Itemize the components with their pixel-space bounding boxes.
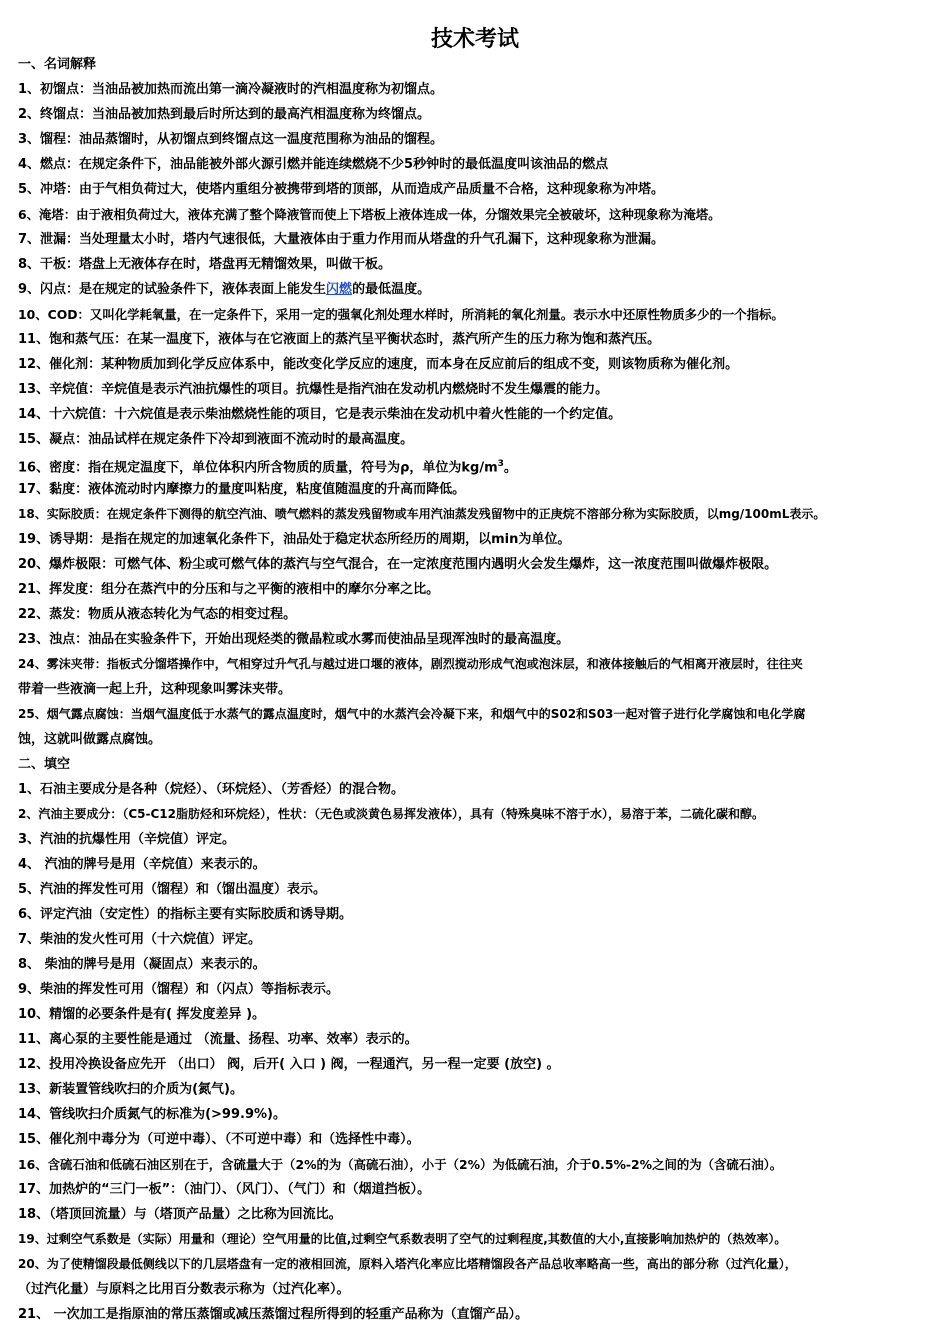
fill-line: 11、离心泵的主要性能是通过 （流量、扬程、功率、效率）表示的。	[18, 1032, 418, 1047]
term-line: 18、实际胶质：在规定条件下测得的航空汽油、喷气燃料的蒸发残留物或车用汽油蒸发残留物中的正庚烷不溶部分称为实际胶质，以mg/100mL表示。	[18, 507, 826, 521]
fill-line: 9、柴油的挥发性可用（馏程）和（闪点）等指标表示。	[18, 982, 340, 997]
term-line: 17、黏度：液体流动时内摩擦力的量度叫粘度，粘度值随温度的升高而降低。	[18, 482, 466, 497]
fill-line: 16、含硫石油和低硫石油区别在于，含硫量大于（2%的为（高硫石油），小于（2%）为低硫石油，介于0.5%-2%之间的为（含硫石油）。	[18, 1157, 783, 1172]
fill-line: 3、汽油的抗爆性用（辛烷值）评定。	[18, 832, 236, 847]
term-line: 21、挥发度：组分在蒸汽中的分压和与之平衡的液相中的摩尔分率之比。	[18, 582, 440, 597]
term-line: 13、辛烷值：辛烷值是表示汽油抗爆性的项目。抗爆性是指汽油在发动机内燃烧时不发生爆震的能力。	[18, 382, 609, 397]
term-line: 带着一些液滴一起上升，这种现象叫雾沫夹带。	[18, 682, 292, 697]
term-line: 4、燃点：在规定条件下，油品能被外部火源引燃并能连续燃烧不少5秒钟时的最低温度叫该油品的燃点	[18, 157, 609, 172]
term-line: 1、初馏点：当油品被加热而流出第一滴冷凝液时的汽相温度称为初馏点。	[18, 82, 444, 97]
section-heading-terms: 一、名词解释	[18, 57, 97, 72]
term-line: 25、烟气露点腐蚀：当烟气温度低于水蒸气的露点温度时，烟气中的水蒸汽会冷凝下来，和烟气中的S02和S03一起对管子进行化学腐蚀和电化学腐	[18, 707, 806, 721]
fill-line: 1、石油主要成分是各种（烷烃）、（环烷烃）、（芳香烃）的混合物。	[18, 782, 405, 797]
term-text-tail: 的最低温度。	[352, 282, 431, 297]
fill-line: 13、新装置管线吹扫的介质为(氮气)。	[18, 1082, 243, 1097]
term-text-tail: 。	[503, 460, 517, 476]
superscript: 3	[497, 459, 504, 469]
term-line: 15、凝点：油品试样在规定条件下冷却到液面不流动时的最高温度。	[18, 432, 414, 447]
fill-line: 12、投用冷换设备应先开 （出口） 阀，后开( 入口 ) 阀，一程通汽，另一程一定要 (放空) 。	[18, 1057, 560, 1072]
term-line: 8、干板：塔盘上无液体存在时，塔盘再无精馏效果，叫做干板。	[18, 257, 392, 272]
term-line-flash-point	[18, 277, 934, 302]
term-line: 24、雾沫夹带：指板式分馏塔操作中，气相穿过升气孔与越过进口堰的液体，剧烈搅动形成气泡或泡沫层，和液体接触后的气相离开液层时，往往夹	[18, 657, 803, 671]
fill-line: 18、（塔顶回流量）与（塔顶产品量）之比称为回流比。	[18, 1207, 342, 1222]
term-text: 9、闪点：是在规定的试验条件下，液体表面上能发生	[18, 282, 327, 297]
fill-line: 10、精馏的必要条件是有( 挥发度差异 )。	[18, 1007, 266, 1022]
term-line: 10、COD：又叫化学耗氧量，在一定条件下，采用一定的强氧化剂处理水样时，所消耗的氧化剂量。表示水中还原性物质多少的一个指标。	[18, 307, 784, 322]
fill-line: 21、 一次加工是指原油的常压蒸馏或减压蒸馏过程所得到的轻重产品称为（直馏产品）。	[18, 1307, 529, 1322]
term-line: 7、泄漏：当处理量太小时，塔内气速很低，大量液体由于重力作用而从塔盘的升气孔漏下，这种现象称为泄漏。	[18, 232, 665, 247]
fill-line: 4、 汽油的牌号是用（辛烷值）来表示的。	[18, 857, 266, 872]
fill-line: 7、柴油的发火性可用（十六烷值）评定。	[18, 932, 262, 947]
term-line: 12、催化剂：某种物质加到化学反应体系中，能改变化学反应的速度，而本身在反应前后的组成不变，则该物质称为催化剂。	[18, 357, 739, 372]
term-line: 22、蒸发：物质从液态转化为气态的相变过程。	[18, 607, 297, 622]
term-line: 5、冲塔：由于气相负荷过大，使塔内重组分被携带到塔的顶部，从而造成产品质量不合格，这种现象称为冲塔。	[18, 182, 665, 197]
fill-line: 6、评定汽油（安定性）的指标主要有实际胶质和诱导期。	[18, 907, 353, 922]
term-line: 11、饱和蒸气压：在某一温度下，液体与在它液面上的蒸汽呈平衡状态时，蒸汽所产生的压力称为饱和蒸汽压。	[18, 332, 661, 347]
fill-line: 15、催化剂中毒分为（可逆中毒）、（不可逆中毒）和（选择性中毒）。	[18, 1132, 420, 1147]
fill-line: 5、汽油的挥发性可用（馏程）和（馏出温度）表示。	[18, 882, 327, 897]
term-text: 16、密度：指在规定温度下，单位体积内所含物质的质量，符号为ρ，单位为kg/m	[18, 460, 498, 476]
fill-line: 8、 柴油的牌号是用（凝固点）来表示的。	[18, 957, 266, 972]
term-line: 3、馏程：油品蒸馏时，从初馏点到终馏点这一温度范围称为油品的馏程。	[18, 132, 444, 147]
term-line: 23、浊点：油品在实验条件下，开始出现烃类的微晶粒或水雾而使油品呈现浑浊时的最高温度。	[18, 632, 570, 647]
term-line: 蚀，这就叫做露点腐蚀。	[18, 732, 162, 747]
term-line: 20、爆炸极限：可燃气体、粉尘或可燃气体的蒸汽与空气混合，在一定浓度范围内遇明火会发生爆炸，这一浓度范围叫做爆炸极限。	[18, 557, 778, 572]
term-line-density	[18, 452, 934, 477]
page-title: 技术考试	[430, 27, 519, 52]
fill-line: 19、过剩空气系数是（实际）用量和（理论）空气用量的比值,过剩空气系数表明了空气的过剩程度,其数值的大小,直接影响加热炉的（热效率）。	[18, 1232, 787, 1246]
flash-link[interactable]: 闪燃	[326, 282, 353, 297]
fill-line: 17、加热炉的“三门一板”：（油门）、（风门）、（气门）和（烟道挡板）。	[18, 1182, 431, 1197]
document-body	[18, 52, 934, 1327]
section-heading-fill: 二、填空	[18, 757, 71, 772]
fill-line: 14、管线吹扫介质氮气的标准为(>99.9%)。	[18, 1107, 286, 1122]
fill-line: 20、为了使精馏段最低侧线以下的几层塔盘有一定的液相回流，原料入塔汽化率应比塔精馏段各产品总收率略高一些，高出的部分称（过汽化量），	[18, 1257, 797, 1271]
term-line: 2、终馏点：当油品被加热到最后时所达到的最高汽相温度称为终馏点。	[18, 107, 431, 122]
term-line: 19、诱导期：是指在规定的加速氧化条件下，油品处于稳定状态所经历的周期，以min为单位。	[18, 532, 571, 547]
fill-line: （过汽化量）与原料之比用百分数表示称为（过汽化率）。	[18, 1282, 350, 1297]
fill-line: 2、汽油主要成分：（C5-C12脂肪烃和环烷烃），性状：（无色或淡黄色易挥发液体），具有（特殊臭味不溶于水），易溶于苯，二硫化碳和醇。	[18, 807, 764, 821]
term-line: 14、十六烷值：十六烷值是表示柴油燃烧性能的项目，它是表示柴油在发动机中着火性能的一个约定值。	[18, 407, 622, 422]
term-line: 6、淹塔：由于液相负荷过大，液体充满了整个降液管而使上下塔板上液体连成一体，分馏效果完全被破坏，这种现象称为淹塔。	[18, 207, 721, 222]
